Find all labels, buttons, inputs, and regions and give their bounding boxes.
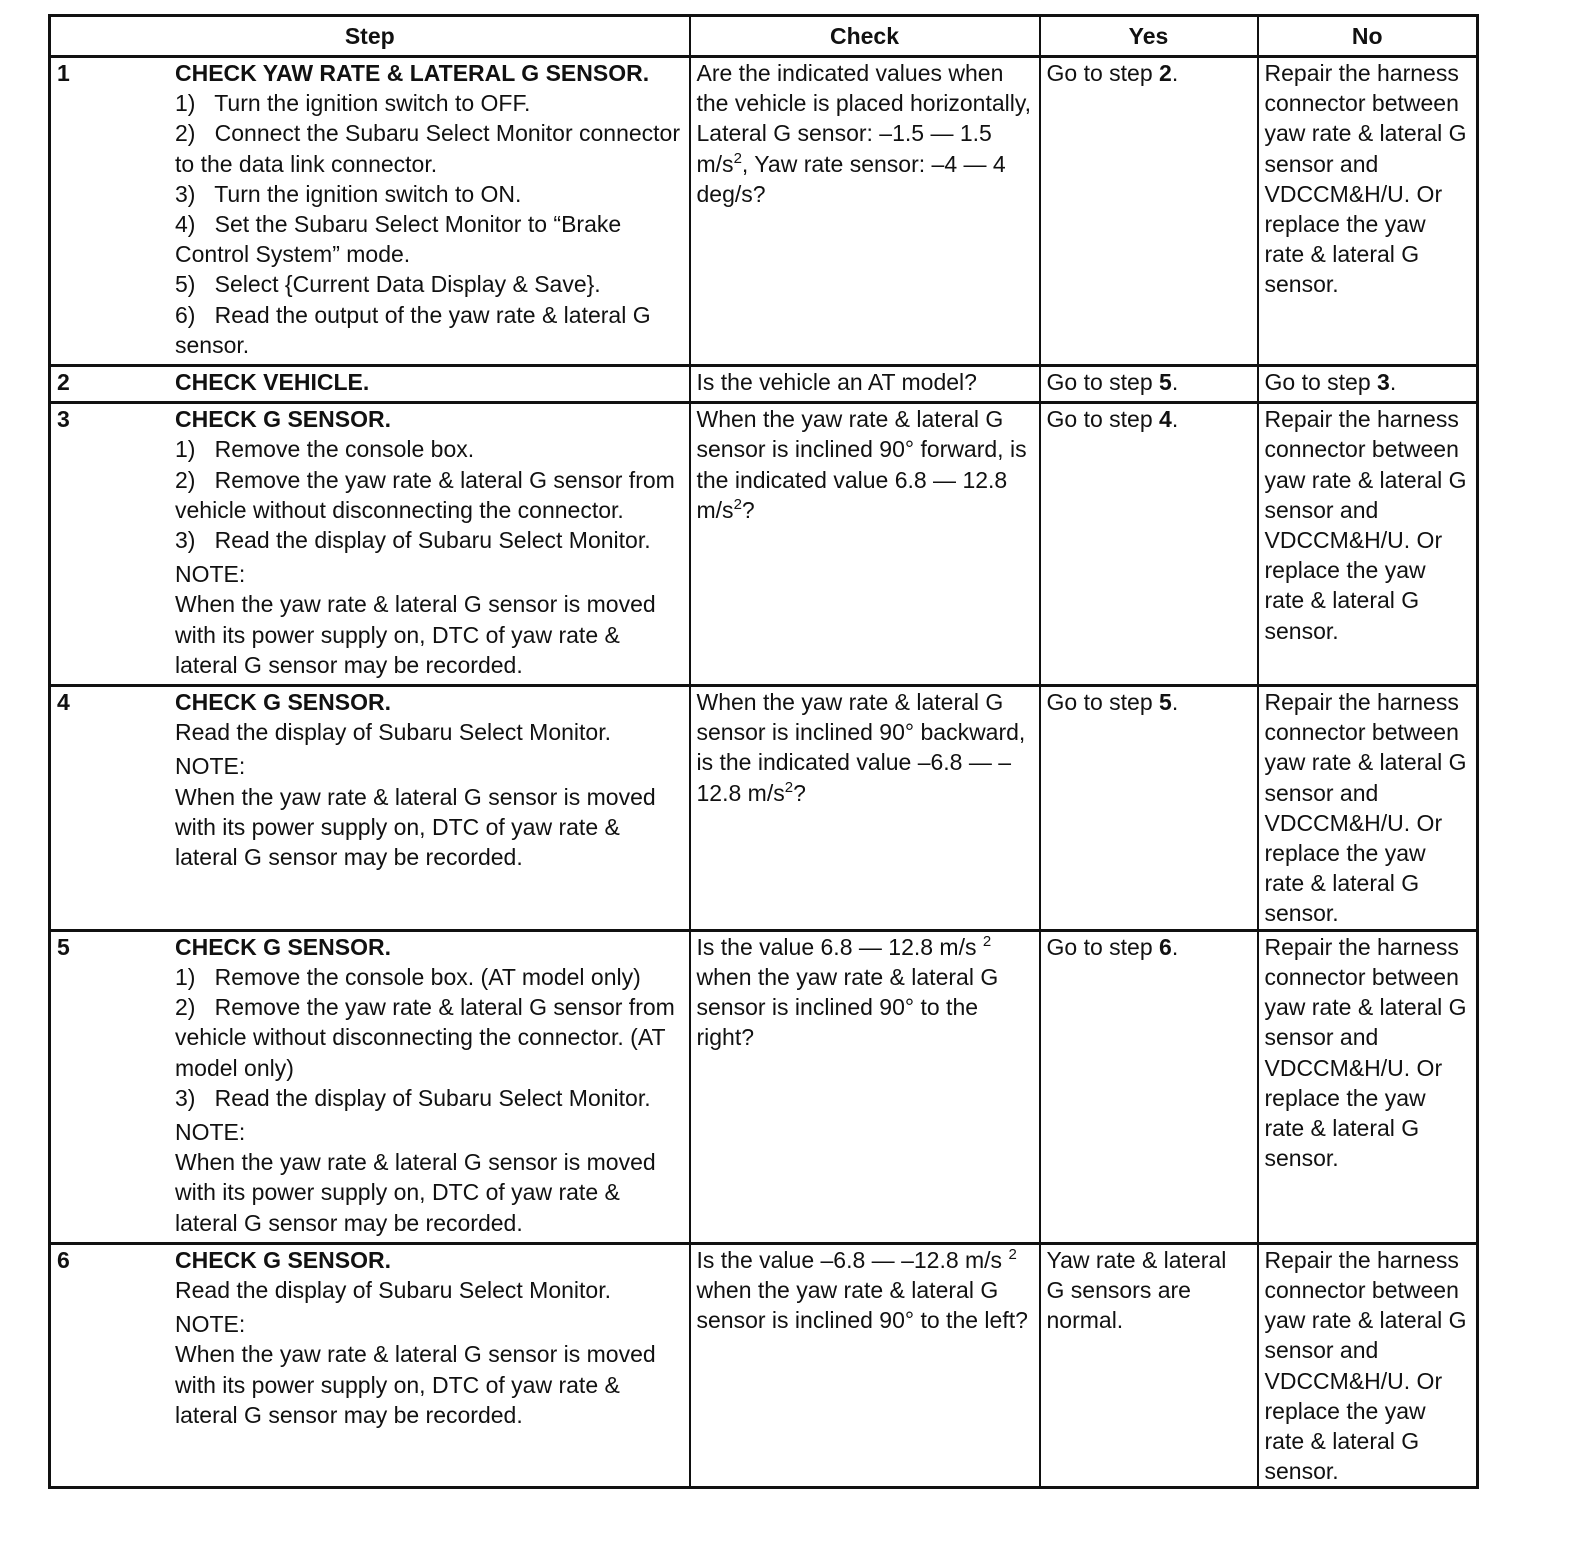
step-instruction: 1) Turn the ignition switch to OFF. [175,90,531,117]
check-superscript: 2 [733,495,742,513]
step-cell [50,1243,690,1488]
check-superscript: 2 [1008,1245,1017,1263]
yes-text: Go to step [1046,689,1160,716]
yes-text: Go to step [1046,60,1160,86]
step-instruction: Read the display of Subaru Select Monitor. [175,1276,611,1303]
yes-step-ref: 6 [1159,933,1172,960]
no-cell [1258,930,1478,1243]
header-step: Step [50,16,690,57]
check-cell [690,930,1040,1243]
no-text: Repair the harness connector between yaw rate & lateral G sensor and VDCCM&H/U. Or replace the yaw rate & lateral G sensor. [1264,1246,1467,1485]
header-yes: Yes [1040,16,1258,57]
step-cell [50,366,690,403]
check-text: Are the indicated values when the vehicle is placed horizontally, Lateral G sensor: –1.5 — 1.5 m/s [696,60,1032,177]
yes-end: . [1171,689,1179,716]
table-row [50,930,1478,1243]
check-text-end: , Yaw rate sensor: –4 — 4 deg/s? [696,150,1006,207]
check-text-end: ? [741,496,755,523]
no-step-ref: 3 [1377,369,1390,396]
step-cell [50,930,690,1243]
step-cell [50,403,690,686]
check-cell [690,686,1040,931]
note-text: When the yaw rate & lateral G sensor is moved with its power supply on, DTC of yaw rate & lateral G sensor may be recorded. [175,783,656,871]
step-number: 1 [57,60,70,86]
step-instruction: 2) Connect the Subaru Select Monitor connector to the data link connector. [175,120,681,177]
yes-cell [1040,930,1258,1243]
table-row [50,57,1478,366]
note-text: When the yaw rate & lateral G sensor is moved with its power supply on, DTC of yaw rate & lateral G sensor may be recorded. [175,591,656,678]
check-text: Is the vehicle an AT model? [696,369,977,396]
yes-cell [1040,57,1258,366]
no-end: . [1389,369,1397,396]
check-text: Is the value 6.8 — 12.8 m/s [696,933,983,960]
note-label: NOTE: [175,1311,246,1338]
step-cell [50,686,690,931]
no-text: Repair the harness connector between yaw rate & lateral G sensor and VDCCM&H/U. Or replace the yaw rate & lateral G sensor. [1264,406,1467,644]
check-text: When the yaw rate & lateral G sensor is inclined 90° backward, is the indicated value –6.8 — –12.8 m/s [696,689,1026,806]
header-check: Check [690,16,1040,57]
yes-text: Yaw rate & lateral G sensors are normal. [1046,1246,1227,1334]
step-number: 5 [57,933,70,960]
table-body [50,57,1478,1488]
yes-step-ref: 5 [1159,369,1172,396]
step-cell [50,57,690,366]
table-row [50,366,1478,403]
step-instruction: 2) Remove the yaw rate & lateral G sensor from vehicle without disconnecting the connector. [175,466,675,523]
yes-end: . [1171,933,1179,960]
step-title: CHECK G SENSOR. [175,933,391,960]
diagnostic-table [48,14,1479,1489]
step-instruction: 3) Read the display of Subaru Select Monitor. [175,527,651,554]
yes-step-ref: 2 [1159,60,1172,86]
yes-text: Go to step [1046,369,1160,396]
yes-text: Go to step [1046,406,1160,433]
step-number: 2 [57,369,70,396]
check-cell [690,57,1040,366]
no-text: Repair the harness connector between yaw rate & lateral G sensor and VDCCM&H/U. Or replace the yaw rate & lateral G sensor. [1264,60,1467,298]
check-superscript: 2 [784,778,794,796]
check-cell [690,403,1040,686]
step-number: 6 [57,1246,70,1273]
table-row [50,403,1478,686]
step-instruction: 2) Remove the yaw rate & lateral G sensor from vehicle without disconnecting the connector. (AT model only) [175,994,675,1081]
no-cell [1258,686,1478,931]
step-title: CHECK VEHICLE. [175,369,370,396]
step-instruction: 3) Turn the ignition switch to ON. [175,180,522,207]
step-title: CHECK YAW RATE & LATERAL G SENSOR. [175,60,650,86]
header-no: No [1258,16,1478,57]
check-superscript: 2 [733,149,742,167]
note-label: NOTE: [175,753,246,780]
table-row [50,686,1478,931]
check-text-end: when the yaw rate & lateral G sensor is inclined 90° to the left? [696,1276,1028,1334]
check-text-end: ? [793,779,806,806]
check-cell [690,366,1040,403]
header-row [50,16,1478,57]
step-instruction: 4) Set the Subaru Select Monitor to “Brake Control System” mode. [175,211,622,268]
table-row [50,1243,1478,1488]
check-superscript: 2 [982,932,992,950]
step-instruction: 1) Remove the console box. [175,436,475,463]
step-instruction: 6) Read the output of the yaw rate & lateral G sensor. [175,301,651,358]
yes-text: Go to step [1046,933,1160,960]
step-instruction: 5) Select {Current Data Display & Save}. [175,271,601,298]
note-text: When the yaw rate & lateral G sensor is moved with its power supply on, DTC of yaw rate & lateral G sensor may be recorded. [175,1149,656,1236]
step-number: 3 [57,406,70,433]
no-cell [1258,403,1478,686]
check-text: When the yaw rate & lateral G sensor is inclined 90° forward, is the indicated value 6.8 — 12.8 m/s [696,406,1027,523]
step-instruction: 1) Remove the console box. (AT model only) [175,963,641,990]
yes-cell [1040,366,1258,403]
no-cell [1258,1243,1478,1488]
yes-end: . [1171,406,1179,433]
step-number: 4 [57,689,70,716]
yes-step-ref: 5 [1159,689,1172,716]
no-cell [1258,366,1478,403]
yes-step-ref: 4 [1159,406,1172,433]
no-cell [1258,57,1478,366]
step-instruction: Read the display of Subaru Select Monitor. [175,719,611,746]
step-title: CHECK G SENSOR. [175,1246,391,1273]
no-text: Repair the harness connector between yaw rate & lateral G sensor and VDCCM&H/U. Or replace the yaw rate & lateral G sensor. [1264,933,1467,1172]
step-title: CHECK G SENSOR. [175,406,391,433]
yes-end: . [1171,60,1179,86]
no-text: Go to step [1264,369,1378,396]
no-text: Repair the harness connector between yaw rate & lateral G sensor and VDCCM&H/U. Or replace the yaw rate & lateral G sensor. [1264,689,1467,927]
yes-cell [1040,1243,1258,1488]
step-instruction: 3) Read the display of Subaru Select Monitor. [175,1084,651,1111]
step-title: CHECK G SENSOR. [175,689,391,716]
check-text-end: when the yaw rate & lateral G sensor is inclined 90° to the right? [696,963,999,1051]
yes-cell [1040,403,1258,686]
yes-end: . [1171,369,1179,396]
note-label: NOTE: [175,561,246,588]
check-text: Is the value –6.8 — –12.8 m/s [696,1246,1009,1273]
note-label: NOTE: [175,1118,246,1145]
note-text: When the yaw rate & lateral G sensor is moved with its power supply on, DTC of yaw rate & lateral G sensor may be recorded. [175,1341,656,1428]
yes-cell [1040,686,1258,931]
check-cell [690,1243,1040,1488]
